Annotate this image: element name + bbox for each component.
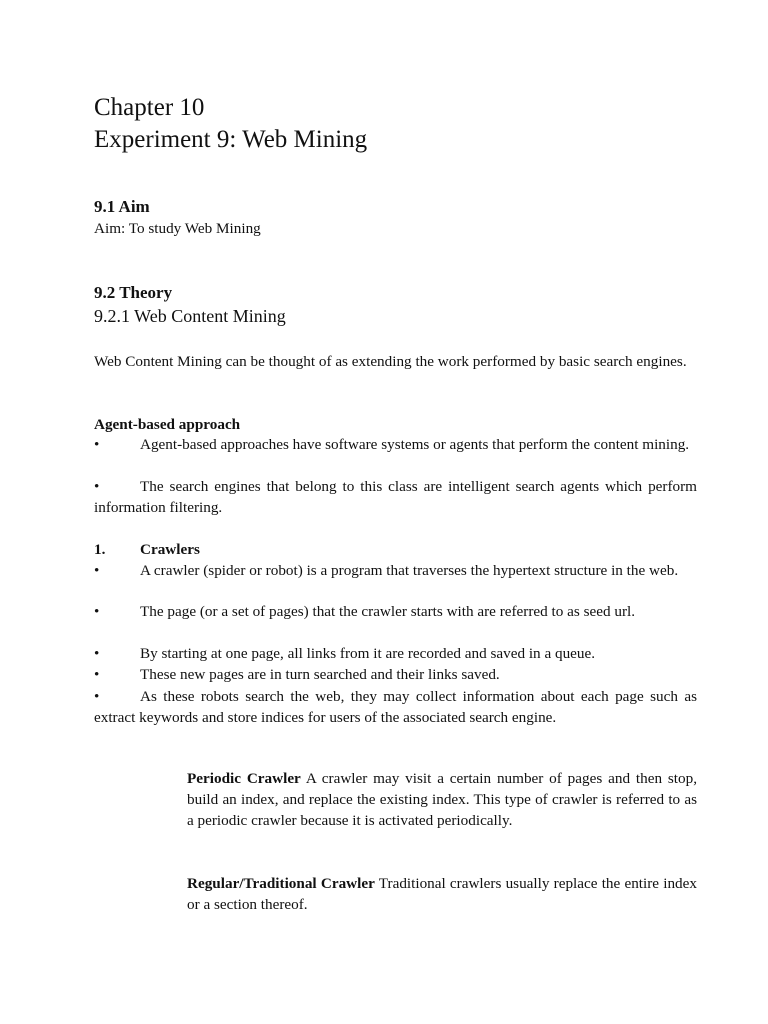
crawler-bullet-5 (94, 686, 697, 728)
bullet-text: A crawler (spider or robot) is a program that traverses the hypertext structure in the web. (140, 562, 679, 579)
agent-heading: Agent-based approach (94, 416, 241, 433)
crawlers-title: Crawlers (140, 541, 200, 558)
crawler-bullet-4 (94, 664, 697, 685)
section-number: 1. (94, 541, 106, 558)
crawler-bullet-3 (94, 643, 697, 664)
regular-crawler-term: Regular/Traditional Crawler (187, 875, 375, 892)
bullet-text: As these robots search the web, they may collect information about each page such as extract keywords and store indices for users of the associated search engine. (94, 688, 697, 726)
periodic-crawler-term: Periodic Crawler (187, 770, 301, 787)
bullet-icon: • (94, 478, 100, 495)
bullet-text: The search engines that belong to this class are intelligent search agents which perform information filtering. (94, 478, 697, 516)
aim-text: Aim: To study Web Mining (94, 220, 261, 237)
periodic-crawler-paragraph (187, 768, 697, 831)
chapter-number: Chapter 10 (94, 94, 205, 121)
bullet-icon: • (94, 688, 100, 705)
intro-paragraph: Web Content Mining can be thought of as extending the work performed by basic search engines. (94, 353, 687, 370)
crawlers-heading (94, 539, 200, 560)
bullet-text: By starting at one page, all links from it are recorded and saved in a queue. (140, 645, 596, 662)
theory-heading: 9.2 Theory (94, 283, 173, 302)
bullet-icon: • (94, 645, 100, 662)
crawler-bullet-2 (94, 601, 697, 622)
bullet-icon: • (94, 666, 100, 683)
aim-heading: 9.1 Aim (94, 197, 150, 216)
bullet-icon: • (94, 436, 100, 453)
crawler-bullet-1 (94, 560, 697, 581)
web-content-mining-subheading: 9.2.1 Web Content Mining (94, 306, 286, 326)
agent-bullet-2 (94, 476, 697, 518)
regular-crawler-paragraph (187, 873, 697, 915)
bullet-text: Agent-based approaches have software systems or agents that perform the content mining. (140, 436, 690, 453)
agent-bullet-1 (94, 434, 697, 455)
periodic-crawler-text: A crawler may visit a certain number of pages and then stop, build an index, and replace the existing index. This type of crawler is referred to as a periodic crawler because it is activated periodically. (187, 770, 698, 829)
regular-crawler-text: Traditional crawlers usually replace the entire index or a section thereof. (187, 875, 697, 913)
bullet-text: The page (or a set of pages) that the crawler starts with are referred to as seed url. (140, 603, 636, 620)
bullet-icon: • (94, 562, 100, 579)
chapter-title (94, 92, 367, 156)
bullet-icon: • (94, 603, 100, 620)
bullet-text: These new pages are in turn searched and their links saved. (140, 666, 500, 683)
experiment-title: Experiment 9: Web Mining (94, 126, 368, 153)
